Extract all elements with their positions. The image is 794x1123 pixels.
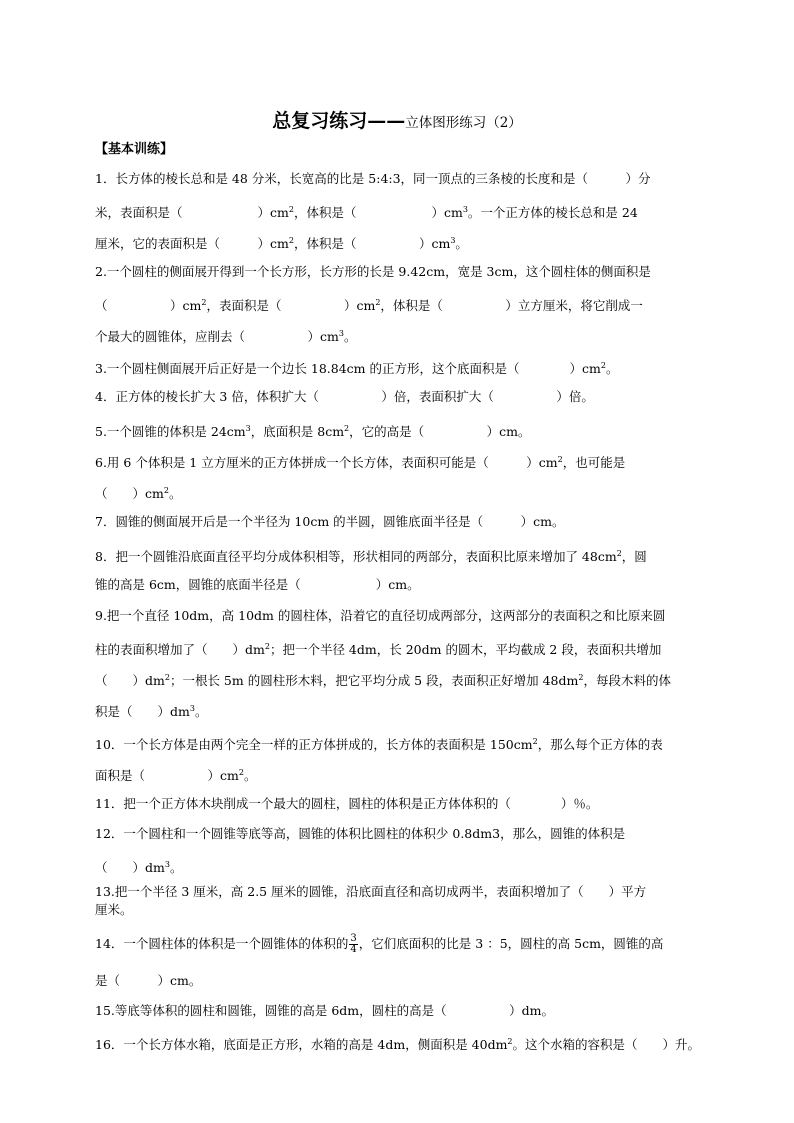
- question-13: 13.把一个半径 3 厘米，高 2.5 厘米的圆锥，沿底面直径和高切成两半，表面积增加了（ ）平方 厘米。: [95, 884, 647, 917]
- question-7: 7．圆锥的侧面展开后是一个半径为 10cm 的半圆，圆锥底面半径是（ ）cm。: [95, 514, 565, 529]
- question-15: 15.等底等体积的圆柱和圆锥，圆锥的高是 6dm，圆柱的高是（ ）dm。: [95, 1003, 555, 1018]
- question-16: 16．一个长方体水箱，底面是正方形，水箱的高是 4dm，侧面积是 $40dm^2$。这个水箱的容积是（ ）升。: [95, 1037, 701, 1053]
- question-10: 10．一个长方体是由两个完全一样的正方体拼成的，长方体的表面积是 $150cm^2$，那么每个正方体的表 面积是（ ）$cm^2$。: [95, 737, 663, 784]
- title-sub: 立体图形练习（2）: [405, 115, 522, 131]
- section-heading: 【基本训练】: [95, 142, 174, 157]
- question-14: 14．一个圆柱体的体积是一个圆锥体的体积的 $\frac{3}{4}$ ，它们底面积的比是 3 ：5，圆柱的高 5cm，圆锥的高 是（ ）cm。: [95, 933, 664, 988]
- question-6: 6.用 6 个体积是 1 立方厘米的正方体拼成一个长方体，表面积可能是（ ）$cm^2$，也可能是 （ ）$cm^2$。: [95, 455, 626, 502]
- question-5: 5.一个圆锥的体积是 $24cm^3$，底面积是 $8cm^2$，它的高是（ ）cm。: [95, 424, 531, 440]
- page-title: [0, 106, 794, 133]
- question-4: 4．正方体的棱长扩大 3 倍，体积扩大（ ）倍，表面积扩大（ ）倍。: [95, 389, 594, 404]
- title-main: 总复习练习——: [272, 110, 406, 132]
- question-8: 8．把一个圆锥沿底面直径平均分成体积相等，形状相同的两部分，表面积比原来增加了 $48cm^2$，圆 锥的高是 6cm，圆锥的底面半径是（ ）cm。: [95, 549, 647, 592]
- question-2: 2.一个圆柱的侧面展开得到一个长方形，长方形的长是 9.42cm，宽是 3cm，这个圆柱体的侧面积是 （ ）$cm^2$，表面积是（ ）$cm^2$，体积是（ ）立方厘米，将它削成一 个最大的圆锥体，应削去（ ）$cm^3$。: [95, 264, 651, 345]
- question-3: 3.一个圆柱侧面展开后正好是一个边长 18.84cm 的正方形，这个底面积是（ ）$cm^2$。: [95, 361, 619, 377]
- question-9: 9.把一个直径 10dm，高 10dm 的圆柱体，沿着它的直径切成两部分，这两部分的表面积之和比原来圆 柱的表面积增加了（ ）$dm^2$；把一个半径 4dm，长 20dm 的圆木，平均截成 2 段，表面积共增加 （ ）$dm^2$；一根长 5m 的圆柱形木料，把它平均分成 5 段，表面积正好增加 $48dm^2$，每段木料的体 积是（ ）$dm^3$。: [95, 608, 671, 720]
- fraction-three-quarters: $\frac{3}{4}$: [350, 933, 357, 955]
- question-11: 11．把一个正方体木块削成一个最大的圆柱，圆柱的体积是正方体体积的（ ）％。: [95, 796, 599, 811]
- question-1: 1．长方体的棱长总和是 48 分米，长宽高的比是 5:4:3，同一顶点的三条棱的长度和是（ ）分 米，表面积是（ ）$cm^2$，体积是（ ）$cm^3$。一个正方体的棱长总和是 24 厘米，它的表面积是（ ）$cm^2$，体积是（ ）$cm^3$。: [95, 171, 651, 252]
- question-12: 12．一个圆柱和一个圆锥等底等高，圆锥的体积比圆柱的体积少 0.8dm3，那么，圆锥的体积是 （ ）$dm^3$。: [95, 826, 626, 876]
